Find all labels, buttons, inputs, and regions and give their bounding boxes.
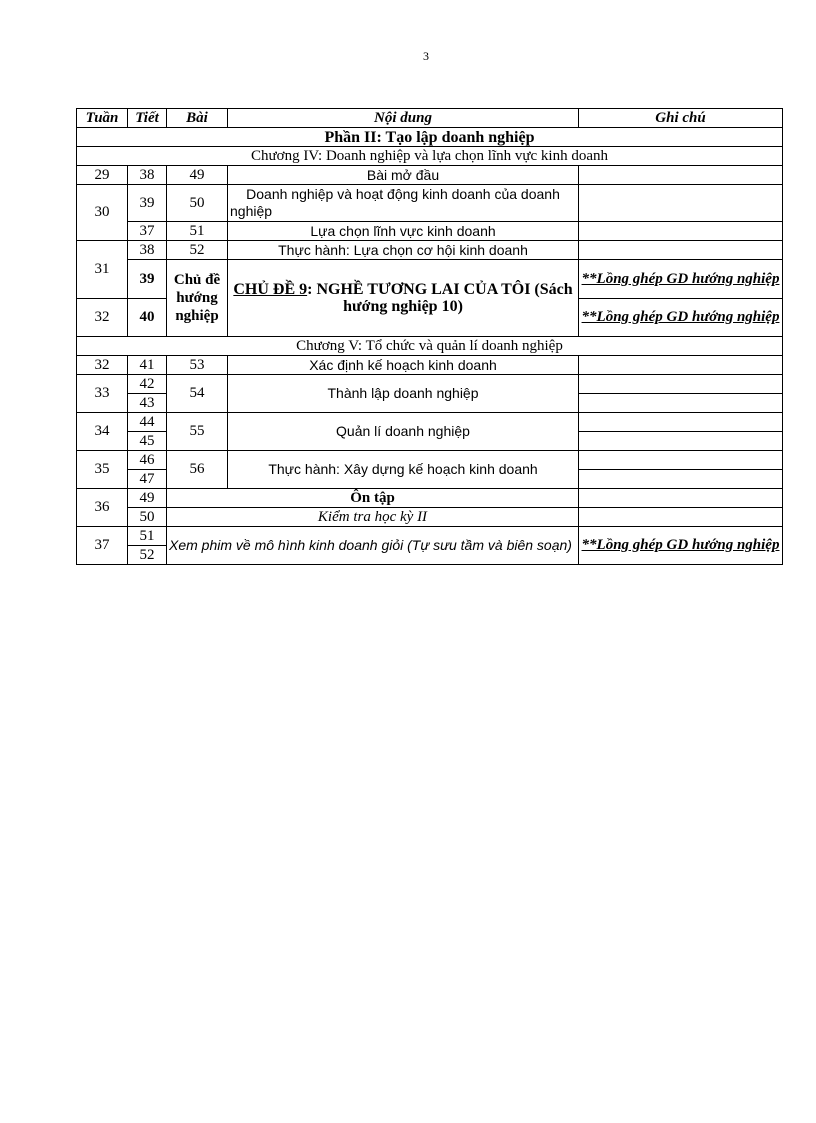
content-cell: Xem phim về mô hình kinh doanh giỏi (Tự sưu tầm và biên soạn): [167, 527, 579, 565]
page-number: 3: [423, 49, 429, 63]
tiet-cell: 52: [128, 546, 167, 565]
table-header-row: [77, 109, 783, 128]
note-cell: [579, 166, 783, 185]
note-cell: [579, 375, 783, 394]
content-cell: Kiểm tra học kỳ II: [167, 508, 579, 527]
tiet-cell: 40: [128, 299, 167, 337]
tuan-cell: 35: [77, 451, 128, 489]
tiet-cell: 37: [128, 222, 167, 241]
note-cell: [579, 527, 783, 565]
bai-cell: 54: [167, 375, 228, 413]
table-row: [77, 356, 783, 375]
note-cell: [579, 356, 783, 375]
table-row: [77, 185, 783, 222]
bai-cell: 53: [167, 356, 228, 375]
tiet-cell: 38: [128, 166, 167, 185]
tiet-cell: 45: [128, 432, 167, 451]
header-tuan: Tuần: [77, 109, 128, 128]
table-row: [77, 508, 783, 527]
topic-title: : NGHỀ TƯƠNG LAI CỦA TÔI (Sách hướng nghiệp 10): [307, 281, 573, 315]
content-cell: Thực hành: Xây dựng kế hoạch kinh doanh: [228, 451, 579, 489]
bai-cell: 50: [167, 185, 228, 222]
table-row: [77, 375, 783, 394]
note-cell: [579, 413, 783, 432]
note-cell: [579, 451, 783, 470]
bai-cell: 55: [167, 413, 228, 451]
tiet-cell: 39: [128, 185, 167, 222]
tiet-cell: 51: [128, 527, 167, 546]
tuan-cell: 32: [77, 356, 128, 375]
table-row: [77, 260, 783, 299]
bai-cell: 49: [167, 166, 228, 185]
note-cell: [579, 432, 783, 451]
content-cell: Quản lí doanh nghiệp: [228, 413, 579, 451]
tuan-cell: 30: [77, 185, 128, 241]
content-cell: Ôn tập: [167, 489, 579, 508]
note-cell: [579, 508, 783, 527]
table-row: [77, 241, 783, 260]
chapter-5-title: Chương V: Tổ chức và quản lí doanh nghiệp: [77, 337, 783, 356]
topic-cell: [228, 260, 579, 337]
table-row: [77, 413, 783, 432]
lesson-plan-table: [76, 108, 783, 565]
note-cell: [579, 299, 783, 337]
header-ghi-chu: Ghi chú: [579, 109, 783, 128]
note-cell: [579, 222, 783, 241]
chapter-4-title: Chương IV: Doanh nghiệp và lựa chọn lĩnh vực kinh doanh: [77, 147, 783, 166]
tuan-cell: 34: [77, 413, 128, 451]
tuan-cell: 36: [77, 489, 128, 527]
tuan-cell: 37: [77, 527, 128, 565]
note-cell: [579, 241, 783, 260]
bai-cell: 56: [167, 451, 228, 489]
header-tiet: Tiết: [128, 109, 167, 128]
tiet-cell: 50: [128, 508, 167, 527]
header-bai: Bài: [167, 109, 228, 128]
tiet-cell: 42: [128, 375, 167, 394]
content-cell: Doanh nghiệp và hoạt động kinh doanh của doanh nghiệp: [228, 185, 579, 222]
tuan-cell: 29: [77, 166, 128, 185]
table-row: [77, 451, 783, 470]
content-cell: Thực hành: Lựa chọn cơ hội kinh doanh: [228, 241, 579, 260]
tiet-cell: 41: [128, 356, 167, 375]
table-row: [77, 166, 783, 185]
note-text: **Lồng ghép GD hướng nghiệp: [581, 270, 780, 287]
note-cell: [579, 489, 783, 508]
note-cell: [579, 470, 783, 489]
tiet-cell: 43: [128, 394, 167, 413]
note-text: **Lồng ghép GD hướng nghiệp: [581, 537, 780, 553]
part-title: Phần II: Tạo lập doanh nghiệp: [77, 128, 783, 147]
header-noi-dung: Nội dung: [228, 109, 579, 128]
content-cell: Lựa chọn lĩnh vực kinh doanh: [228, 222, 579, 241]
note-text: **Lồng ghép GD hướng nghiệp: [581, 309, 780, 325]
content-cell: Thành lập doanh nghiệp: [228, 375, 579, 413]
topic-heading: CHỦ ĐỀ 9: [233, 281, 308, 298]
tiet-cell: 44: [128, 413, 167, 432]
tiet-cell: 38: [128, 241, 167, 260]
table-row: [77, 222, 783, 241]
chapter-row: [77, 147, 783, 166]
tuan-cell: 31: [77, 241, 128, 299]
table-row: [77, 527, 783, 546]
tiet-cell: 47: [128, 470, 167, 489]
table-row: [77, 489, 783, 508]
content-cell: Bài mở đầu: [228, 166, 579, 185]
bai-topic-cell: Chủ đề hướng nghiệp: [167, 260, 228, 337]
tuan-cell: 32: [77, 299, 128, 337]
chapter-row: [77, 337, 783, 356]
tiet-cell: 39: [128, 260, 167, 299]
tuan-cell: 33: [77, 375, 128, 413]
tiet-cell: 49: [128, 489, 167, 508]
bai-cell: 52: [167, 241, 228, 260]
note-cell: [579, 394, 783, 413]
part-title-row: [77, 128, 783, 147]
note-cell: [579, 260, 783, 299]
content-cell: Xác định kế hoạch kinh doanh: [228, 356, 579, 375]
tiet-cell: 46: [128, 451, 167, 470]
bai-cell: 51: [167, 222, 228, 241]
note-cell: [579, 185, 783, 222]
